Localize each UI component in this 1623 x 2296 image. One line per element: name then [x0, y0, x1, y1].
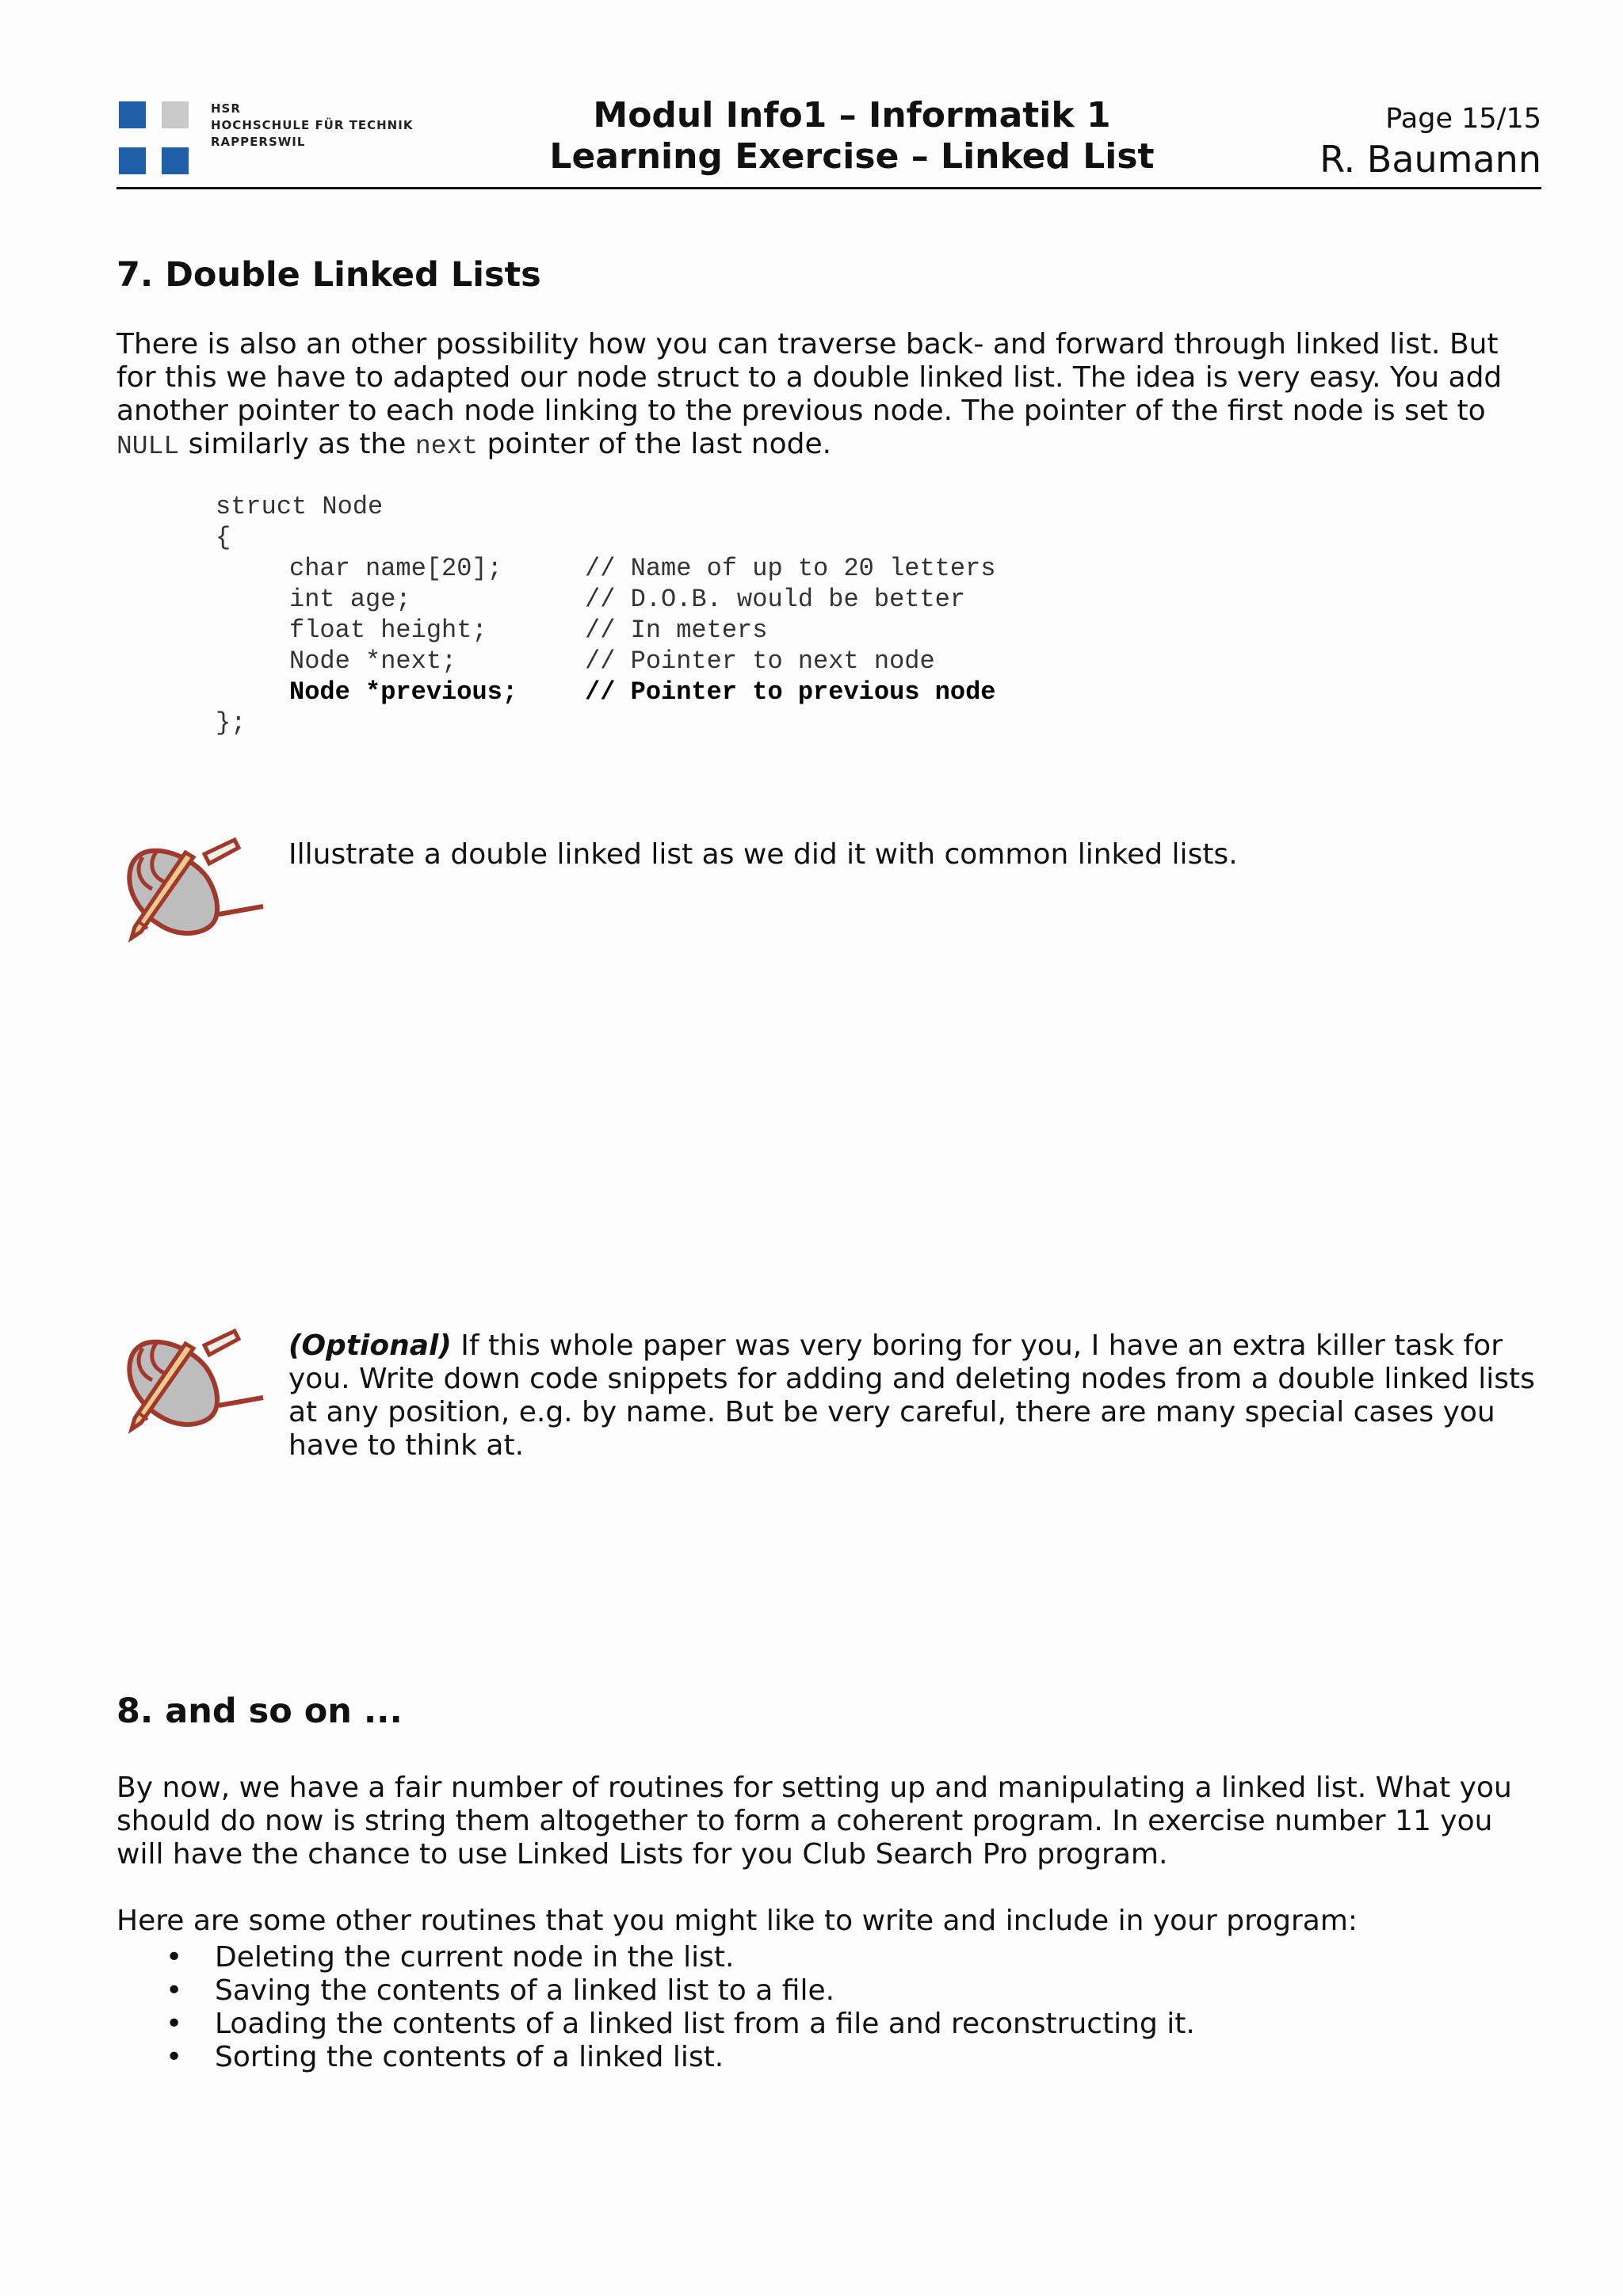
- code-row: int age; // D.O.B. would be better: [289, 585, 966, 614]
- task-illustrate: Illustrate a double linked list as we did it with common linked lists.: [288, 838, 1238, 871]
- task-optional: (Optional) If this whole paper was very boring for you, I have an extra killer task for you. Write down code snippets for adding and deleting nodes from a double linked lists at any position, e.g. by name. But be very careful, there are many special cases you have to think at.: [288, 1329, 1535, 1462]
- pencil-writing-icon: [116, 1325, 266, 1436]
- header-title: [475, 95, 1228, 177]
- header-meta: [1319, 101, 1541, 181]
- header-title-line1: Modul Info1 – Informatik 1: [593, 95, 1111, 135]
- code-line: };: [216, 708, 246, 738]
- code-row: float height; // In meters: [289, 616, 768, 645]
- code-row: char name[20]; // Name of up to 20 letters: [289, 554, 996, 583]
- header-title-line2: Learning Exercise – Linked List: [549, 136, 1155, 177]
- list-item: • Saving the contents of a linked list to a file.: [166, 1974, 835, 2007]
- logo-text: HSR HOCHSCHULE FÜR TECHNIK RAPPERSWIL: [211, 101, 414, 149]
- routine-list: [116, 1941, 1195, 2074]
- code-line: struct Node: [216, 492, 384, 521]
- section-heading-8: 8. and so on ...: [116, 1691, 403, 1731]
- inline-code-next: next: [414, 432, 479, 461]
- inline-code-null: NULL: [116, 432, 180, 461]
- hsr-logo: [119, 101, 192, 174]
- optional-label: (Optional): [288, 1329, 452, 1362]
- section7-paragraph: There is also an other possibility how you can traverse back- and forward through linked list. But for this we have to adapted our node struct to a double linked list. The idea is very easy. You add another pointer to each node linking to the previous node. The pointer of the first node is set to NULL similarly as the next pointer of the last node.: [116, 328, 1503, 461]
- code-row-highlighted: Node *previous; // Pointer to previous node: [289, 677, 996, 707]
- list-item: • Loading the contents of a linked list from a file and reconstructing it.: [166, 2008, 1195, 2040]
- author: R. Baumann: [1319, 138, 1541, 181]
- list-item: • Deleting the current node in the list.: [166, 1941, 735, 1974]
- section8-paragraph-2: Here are some other routines that you might like to write and include in your program:: [116, 1905, 1358, 1937]
- code-line: {: [216, 523, 231, 552]
- header-rule: [116, 187, 1541, 189]
- pencil-writing-icon: [116, 833, 266, 944]
- section8-paragraph-1: By now, we have a fair number of routines for setting up and manipulating a linked list. What you should do now is string them altogether to form a coherent program. In exercise number 11 you will have the chance to use Linked Lists for you Club Search Pro program.: [116, 1772, 1512, 1871]
- section-heading-7: 7. Double Linked Lists: [116, 255, 541, 295]
- code-row: Node *next; // Pointer to next node: [289, 646, 935, 676]
- list-item: • Sorting the contents of a linked list.: [166, 2041, 724, 2073]
- page-number: Page 15/15: [1385, 103, 1541, 135]
- code-block: [216, 491, 995, 738]
